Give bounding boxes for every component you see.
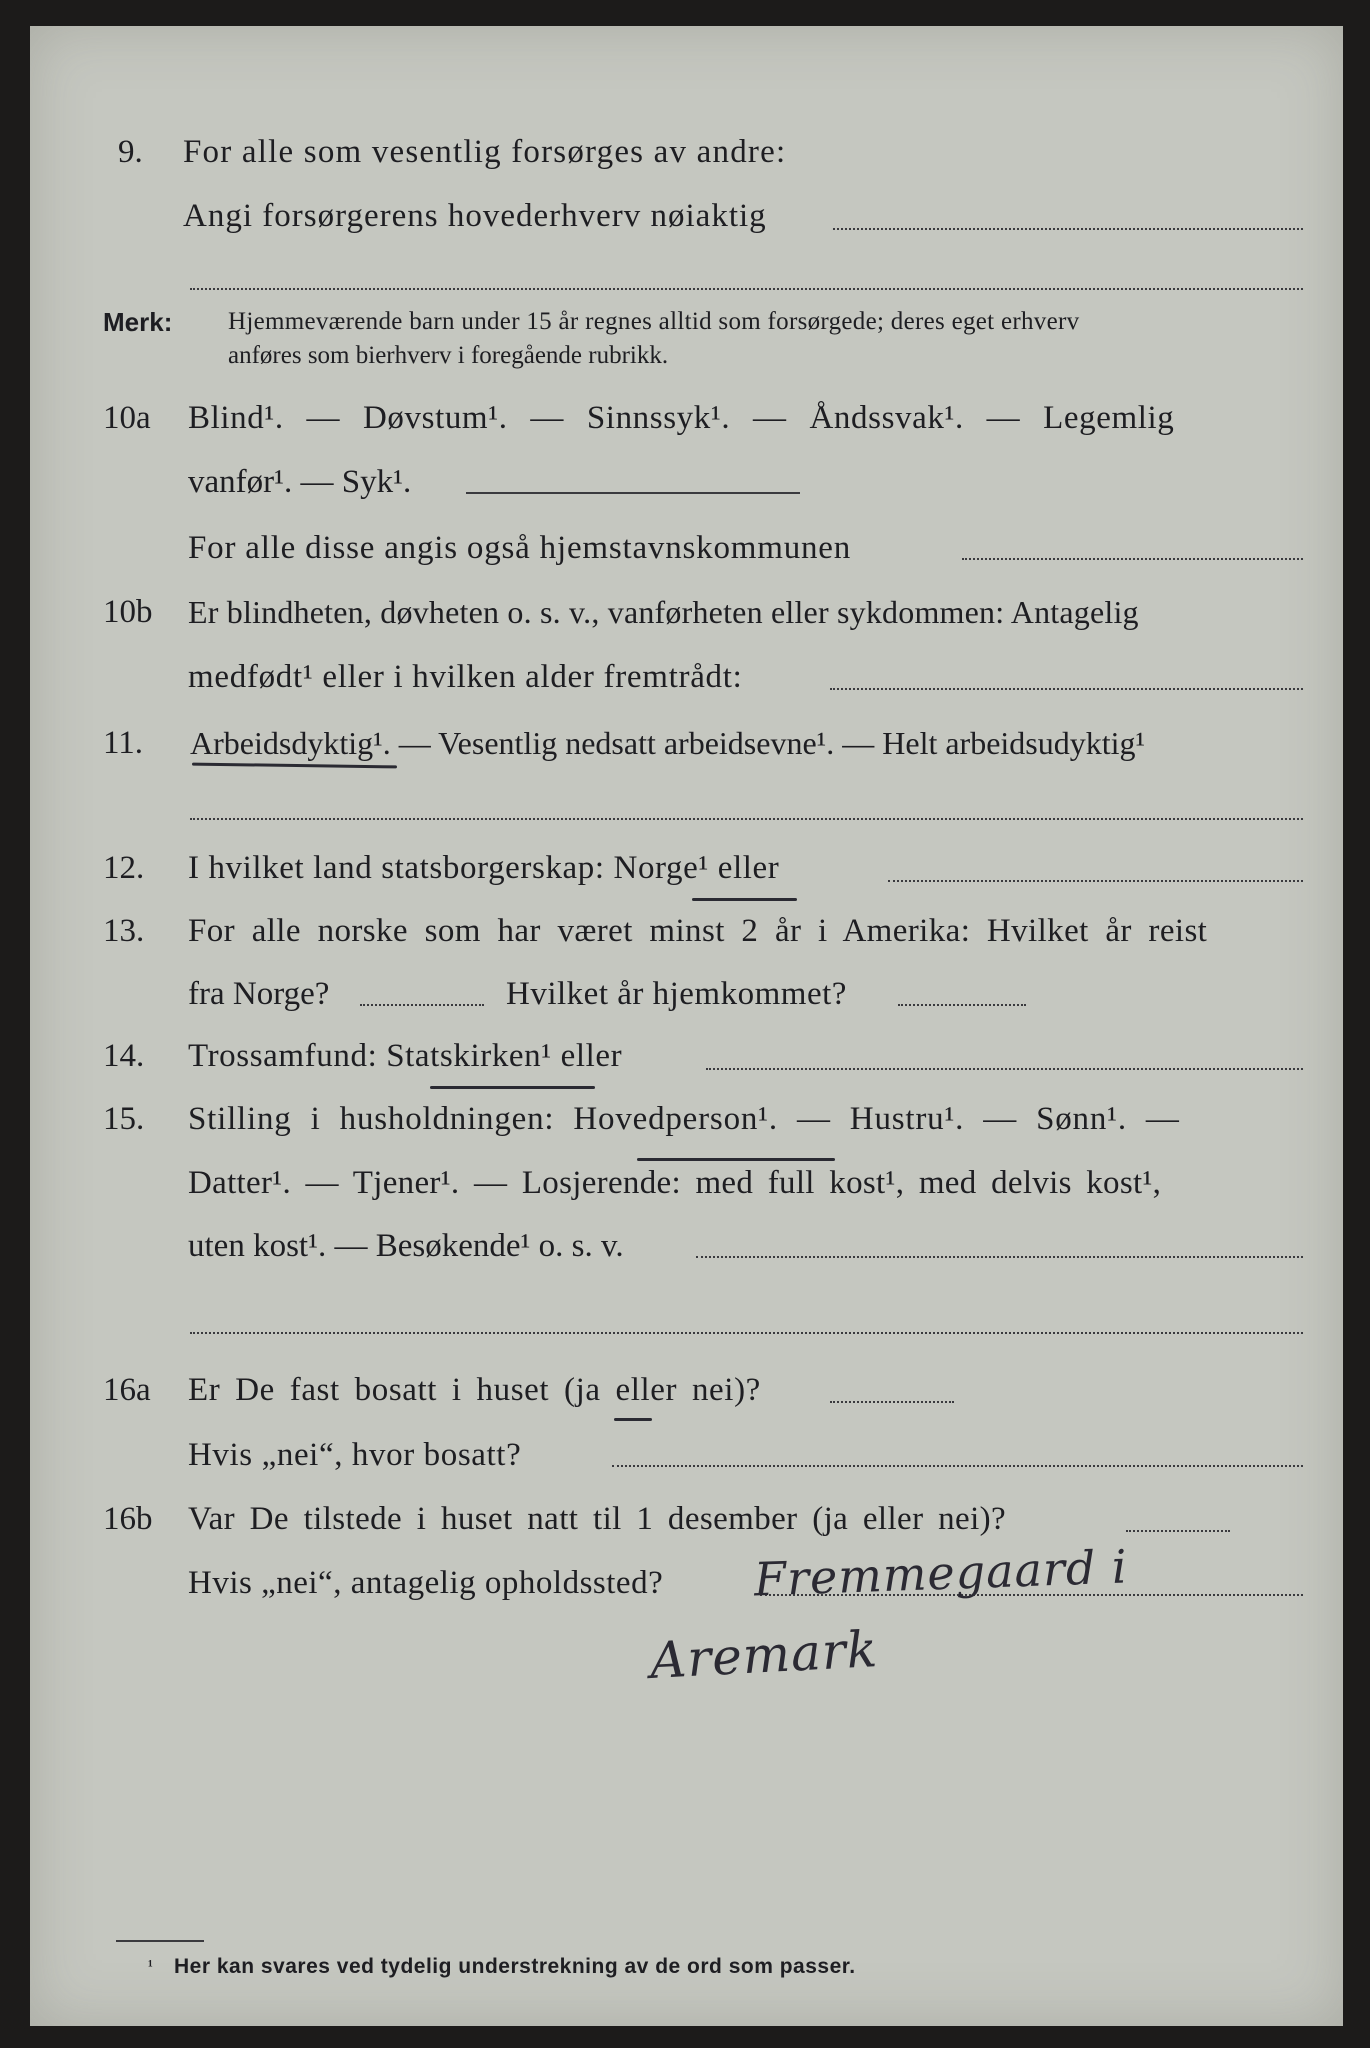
q15-answer-line-2 (190, 1330, 1303, 1334)
q11-answer-line (190, 816, 1303, 820)
q10a-number: 10a (103, 400, 151, 436)
q15-line2: Datter¹. — Tjener¹. — Losjerende: med full kost¹, med delvis kost¹, (188, 1165, 1162, 1201)
q9-number: 9. (118, 134, 143, 170)
q13-hjemkommet-line (898, 1002, 1026, 1006)
q12-underline-mark (692, 898, 797, 901)
q13-reist-line (360, 1002, 484, 1006)
q11-underline-mark (192, 763, 397, 769)
q10b-answer-line (830, 686, 1303, 690)
q10b-line2: medfødt¹ eller i hvilken alder fremtrådt: (188, 659, 743, 695)
q9-answer-line-2 (190, 286, 1303, 290)
footnote-text: Her kan svares ved tydelig understrekning av de ord som passer. (174, 1955, 856, 1978)
q16b-line1: Var De tilstede i huset natt til 1 desember (ja eller nei)? (188, 1501, 1007, 1537)
q13-number: 13. (103, 913, 145, 949)
q11-line1: Arbeidsdyktig¹. — Vesentlig nedsatt arbeidsevne¹. — Helt arbeidsudyktig¹ (190, 725, 1146, 761)
q14-answer-line (706, 1066, 1303, 1070)
merk-label: Merk: (103, 307, 173, 337)
footnote-rule (116, 1938, 204, 1942)
q16b-handwritten-answer-1: Fremmegaard i (753, 1539, 1129, 1607)
q16a-answer-line (830, 1399, 954, 1403)
q16b-number: 16b (103, 1501, 153, 1537)
q15-line1: Stilling i husholdningen: Hovedperson¹. — Hustru¹. — Sønn¹. — (188, 1101, 1180, 1137)
q10b-line1: Er blindheten, døvheten o. s. v., vanførheten eller sykdommen: Antagelig (188, 594, 1139, 630)
merk-line2: anføres som bierhverv i foregående rubrikk. (228, 342, 669, 369)
q12-number: 12. (103, 850, 145, 886)
q15-number: 15. (103, 1101, 145, 1137)
q10a-answer-line (466, 490, 800, 494)
q16a-underline-mark (614, 1418, 652, 1421)
q10b-number: 10b (103, 594, 153, 630)
census-form-page (30, 26, 1343, 2026)
q10a-line3: For alle disse angis også hjemstavnskommunen (188, 530, 852, 566)
q14-underline-mark (430, 1086, 595, 1089)
merk-line1: Hjemmeværende barn under 15 år regnes alltid som forsørgede; deres eget erhverv (228, 308, 1080, 335)
q16a-bosatt-line (612, 1463, 1303, 1467)
q13-line2b: Hvilket år hjemkommet? (506, 976, 847, 1012)
q12-answer-line (888, 878, 1303, 882)
q15-underline-mark (637, 1158, 835, 1161)
q14-line1: Trossamfund: Statskirken¹ eller (188, 1038, 623, 1074)
q14-number: 14. (103, 1038, 145, 1074)
q13-line1: For alle norske som har været minst 2 år i Amerika: Hvilket år reist (188, 913, 1208, 949)
q12-line1: I hvilket land statsborgerskap: Norge¹ eller (188, 850, 780, 886)
footnote-mark: ¹ (148, 1958, 153, 1975)
q16a-number: 16a (103, 1372, 151, 1408)
q10a-hjemstavn-line (962, 556, 1303, 560)
q10a-line2: vanfør¹. — Syk¹. (188, 464, 412, 500)
q13-line2a: fra Norge? (188, 976, 330, 1012)
q11-number: 11. (103, 725, 144, 761)
q15-answer-line (696, 1254, 1303, 1258)
q9-line2: Angi forsørgerens hovederhverv nøiaktig (183, 198, 767, 234)
q16b-answer-line (1126, 1528, 1230, 1532)
q16a-line2: Hvis „nei“, hvor bosatt? (188, 1437, 522, 1473)
q16b-handwritten-answer-2: Aremark (648, 1620, 880, 1690)
q10a-line1: Blind¹. — Døvstum¹. — Sinnssyk¹. — Åndssvak¹. — Legemlig (188, 400, 1175, 436)
q9-answer-line (833, 226, 1303, 230)
q16b-line2: Hvis „nei“, antagelig opholdssted? (188, 1565, 664, 1601)
q15-line3: uten kost¹. — Besøkende¹ o. s. v. (188, 1228, 624, 1264)
q9-line1: For alle som vesentlig forsørges av andre: (183, 134, 787, 170)
q16a-line1: Er De fast bosatt i huset (ja eller nei)? (188, 1372, 761, 1408)
